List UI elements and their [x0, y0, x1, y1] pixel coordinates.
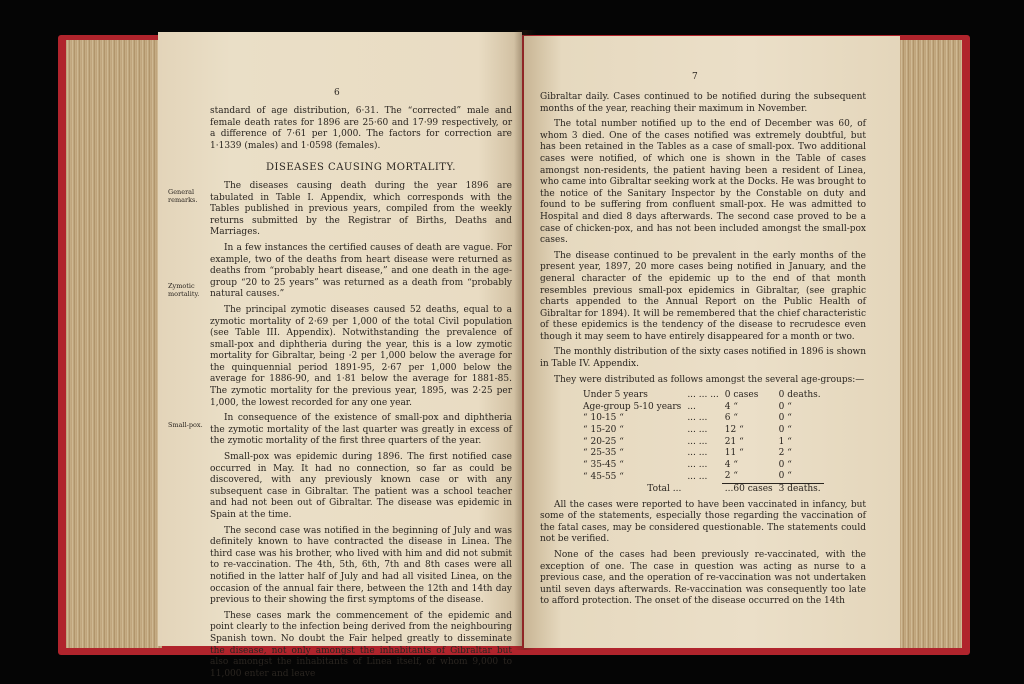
paragraph: Small-pox was epidemic during 1896. The first notified case occurred in May. It had no connection, so far as could be discovered, with any previously known case or with any subsequent case in Gibraltar. The patient was a school teacher and had not been out of Gibraltar. The disease was epidemic in Spain at the time. — [210, 452, 512, 520]
leader-dots: ... ... — [687, 413, 708, 424]
table-row — [580, 471, 824, 483]
total-cases: ...60 cases — [722, 484, 776, 496]
age-label: Age-group 5-10 years — [583, 401, 682, 412]
cases-value: 6 “ — [724, 413, 738, 424]
cases-value: 0 cases — [724, 390, 759, 401]
paragraph: None of the cases had been previously re-vaccinated, with the exception of one. The case in question was acting as nurse to a previous case, and the operation of re-vaccination was not undertaken until seven days afterwards. Re-vaccination was consequently too late to afford protection. The onset of the disease occurred on the 14th — [540, 549, 866, 607]
leader-dots: ... ... — [687, 459, 708, 470]
margin-note-smallpox: Small-pox. — [168, 421, 203, 429]
age-label: “ 35-45 “ — [583, 459, 624, 470]
paragraph: All the cases were reported to have been vaccinated in infancy, but some of the statements, especially those regarding the vaccination of the fatal cases, may be considered questionable. The statements could not be verified. — [540, 499, 866, 545]
total-label: Total ... — [647, 483, 682, 494]
deaths-value: 0 “ — [778, 425, 792, 436]
cases-value: 12 “ — [724, 425, 744, 436]
paragraph: Gibraltar daily. Cases continued to be notified during the subsequent months of the year, reaching their maximum in November. — [540, 92, 866, 114]
cases-value: 2 “ — [724, 471, 738, 482]
deaths-value: 0 deaths. — [778, 390, 821, 401]
paragraph: The principal zymotic diseases caused 52 deaths, equal to a zymotic mortality of 2·69 per 1,000 of the total Civil population (see Table III. Appendix). Notwithstanding the prevalence of small-pox and diphtheria during the year, this is a low zymotic mortality for Gibraltar, being ·2 per 1,000 below the average for the quinquennial period 1891-95, 2·67 per 1,000 below the average for 1886-90, and 1·81 below the average for 1881-85. The zymotic mortality for the previous year, 1895, was 2·25 per 1,000, the lowest recorded for any one year. — [210, 304, 512, 408]
leader-dots: ... ... — [687, 471, 708, 482]
page-number: 6 — [334, 88, 340, 98]
margin-note-zymotic: Zymotic mortality. — [168, 282, 200, 298]
section-heading: DISEASES CAUSING MORTALITY. — [266, 162, 456, 174]
table-row — [580, 448, 824, 460]
paragraph: They were distributed as follows amongst the several age-groups:— — [554, 374, 865, 385]
right-text-column — [540, 92, 866, 612]
deaths-value: 0 “ — [778, 413, 792, 424]
left-text-column — [210, 106, 512, 684]
deaths-value: 1 “ — [778, 436, 792, 447]
table-row — [580, 460, 824, 472]
leader-dots: ... ... ... — [687, 390, 719, 401]
paragraph: The diseases causing death during the year 1896 are tabulated in Table I. Appendix, which corresponds with the Tables published in previous years, compiled from the weekly returns submitted by the Registrar of Births, Deaths and Marriages. — [210, 180, 512, 238]
paragraph: The second case was notified in the beginning of July and was definitely known to have contracted the disease in Linea. The third case was his brother, who lived with him and did not submit to re-vaccination. The 4th, 5th, 6th, 7th and 8th cases were all notified in the latter half of July and had all visited Linea, on the occasion of the annual fair there, between the 12th and 14th day previous to their showing the first symptoms of the disease. — [210, 525, 512, 606]
page-edges-left — [66, 40, 162, 648]
deaths-value: 2 “ — [778, 448, 792, 459]
total-deaths: 3 deaths. — [776, 484, 824, 496]
age-label: Under 5 years — [583, 390, 648, 401]
paragraph: These cases mark the commencement of the epidemic and point clearly to the infection being derived from the neighbouring Spanish town. No doubt the Fair helped greatly to disseminate the disease, not only amongst the inhabitants of Gibraltar but also amongst the inhabitants of Linea itself, of whom 9,000 to 11,000 enter and leave — [210, 610, 512, 679]
cases-value: 4 “ — [724, 401, 738, 412]
leader-dots: ... ... — [687, 448, 708, 459]
paragraph: standard of age distribution, 6·31. The “corrected” male and female death rates for 1896 are 25·60 and 17·99 respectively, or a difference of 7·61 per 1,000. The factors for correction are 1·1339 (males) and 1·0598 (females). — [210, 106, 512, 151]
deaths-value: 0 “ — [778, 401, 792, 412]
margin-note-general: General remarks. — [168, 188, 198, 204]
leader-dots: ... ... — [687, 436, 708, 447]
age-label: “ 10-15 “ — [583, 413, 624, 424]
table-row — [580, 413, 824, 425]
deaths-value: 0 “ — [778, 471, 792, 482]
leader-dots: ... ... — [687, 425, 708, 436]
cases-value: 4 “ — [724, 459, 738, 470]
cases-value: 11 “ — [724, 448, 744, 459]
age-group-table — [580, 390, 824, 495]
page-edges-right — [900, 40, 962, 648]
table-row — [580, 425, 824, 437]
table-row — [580, 402, 824, 414]
paragraph: The monthly distribution of the sixty cases notified in 1896 is shown in Table IV. Appendix. — [540, 347, 866, 370]
table-row — [580, 437, 824, 449]
deaths-value: 0 “ — [778, 459, 792, 470]
age-label: “ 20-25 “ — [583, 436, 624, 447]
paragraph: In a few instances the certified causes of death are vague. For example, two of the deaths from heart disease were returned as deaths from “probably heart disease,” and one death in the age-group “20 to 25 years” was returned as a death from “probably natural causes.” — [210, 242, 512, 300]
paragraph: The total number notified up to the end of December was 60, of whom 3 died. One of the cases notified was extremely doubtful, but has been retained in the Tables as a case of small-pox. Two additional cases were notified, of which one is shown in the Table of cases amongst non-residents, the patient having been a resident of Linea, who came into Gibraltar seeking work at the Docks. He was brought to the notice of the Sanitary Inspector by the Constable on duty and found to be suffering from confluent small-pox. He was admitted to Hospital and died 8 days afterwards. The second case proved to be a case of chicken-pox, and has not been included amongst the small-pox cases. — [540, 119, 866, 246]
left-page — [158, 32, 522, 679]
paragraph: In consequence of the existence of small-pox and diphtheria the zymotic mortality of the last quarter was greatly in excess of the zymotic mortality of the first three quarters of the year. — [210, 413, 512, 447]
age-label: “ 15-20 “ — [583, 425, 624, 436]
age-label: “ 45-55 “ — [583, 471, 624, 482]
age-label: “ 25-35 “ — [583, 448, 624, 459]
paragraph: The disease continued to be prevalent in the early months of the present year, 1897, 20 more cases being notified in January, and the general character of the epidemic up to the end of that month resembles previous small-pox epidemics in Gibraltar, (see graphic charts appended to the Annual Report on the Public Health of Gibraltar for 1894). It will be remembered that the chief characteristic of these epidemics is the tendency of the disease to recrudesce even though it may seem to have entirely disappeared for a month or two. — [540, 250, 866, 342]
cases-value: 21 “ — [724, 436, 744, 447]
right-page — [524, 36, 900, 648]
total-row — [580, 484, 824, 496]
table-row — [580, 390, 824, 402]
page-number: 7 — [692, 72, 698, 82]
leader-dots: ... — [687, 401, 696, 412]
